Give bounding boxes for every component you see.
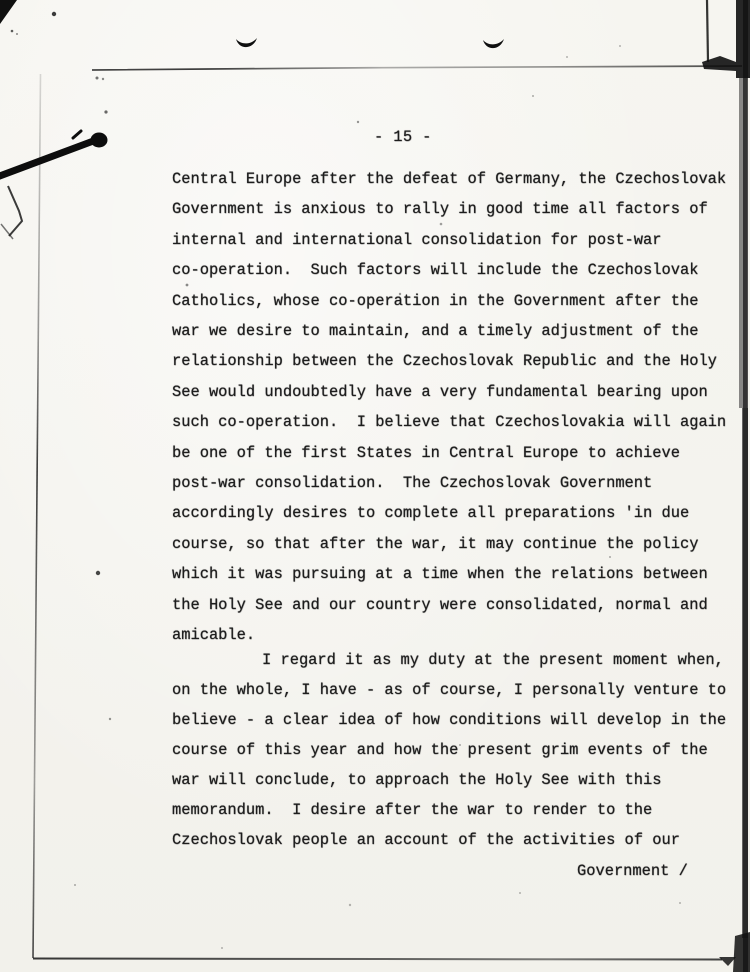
text-line: co-operation. Such factors will include the Czechoslovak — [172, 261, 699, 280]
text-line: I regard it as my duty at the present moment when, — [262, 651, 724, 669]
text-line: war we desire to maintain, and a timely adjustment of the — [172, 322, 699, 341]
paragraph-2 — [172, 645, 742, 855]
text-line: Catholics, whose co-operation in the Government after the — [172, 291, 699, 310]
text-line: Central Europe after the defeat of Germany, the Czechoslovak — [172, 170, 727, 188]
page-number: - 15 - — [374, 128, 432, 146]
text-line: on the whole, I have - as of course, I personally venture to — [172, 681, 727, 699]
text-line: war will conclude, to approach the Holy See with this — [172, 771, 662, 789]
text-line: course, so that after the war, it may continue the policy — [172, 534, 699, 553]
text-line: be one of the first States in Central Europe to achieve — [172, 443, 680, 462]
text-line: internal and international consolidation for post-war — [172, 230, 662, 249]
text-line: post-war consolidation. The Czechoslovak Government — [172, 474, 653, 493]
text-line: amicable. — [172, 626, 256, 645]
text-line: such co-operation. I believe that Czechoslovakia will again — [172, 413, 727, 432]
text-line: relationship between the Czechoslovak Republic and the Holy — [172, 352, 717, 371]
text-line: believe - a clear idea of how conditions will develop in the — [172, 711, 727, 729]
text-line: accordingly desires to complete all preparations 'in due — [172, 504, 690, 523]
paragraph-1 — [172, 164, 742, 651]
text-line: the Holy See and our country were consolidated, normal and — [172, 595, 708, 614]
text-line: which it was pursuing at a time when the relations between — [172, 565, 708, 584]
text-line: See would undoubtedly have a very fundamental bearing upon — [172, 382, 708, 401]
text-line: memorandum. I desire after the war to render to the — [172, 801, 653, 819]
text-line: Government is anxious to rally in good time all factors of — [172, 200, 708, 219]
catchword-government: Government / — [577, 862, 688, 880]
text-line: course of this year and how the present grim events of the — [172, 741, 708, 759]
text-line: Czechoslovak people an account of the activities of our — [172, 831, 680, 849]
